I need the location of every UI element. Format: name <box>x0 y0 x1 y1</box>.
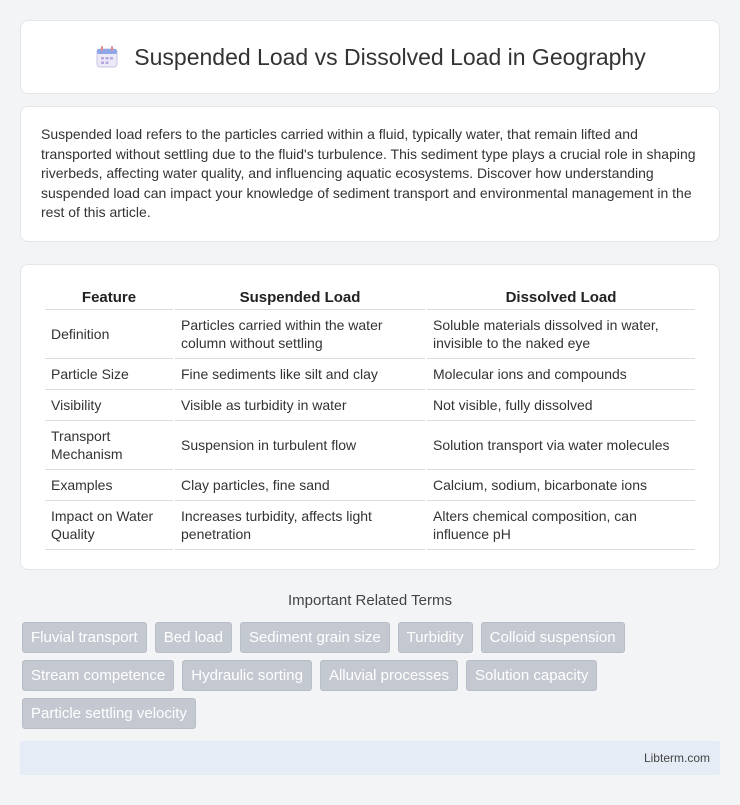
page-title: Suspended Load vs Dissolved Load in Geography <box>134 43 646 70</box>
header-feature: Feature <box>45 285 173 310</box>
table-cell: Fine sediments like silt and clay <box>175 359 425 390</box>
tag-solution-capacity[interactable]: Solution capacity <box>466 660 597 691</box>
tag-fluvial-transport[interactable]: Fluvial transport <box>22 622 147 653</box>
header-dissolved-load: Dissolved Load <box>427 285 695 310</box>
table-row <box>45 359 695 390</box>
table-cell: Suspension in turbulent flow <box>175 421 425 470</box>
comparison-table <box>43 285 697 550</box>
tag-turbidity[interactable]: Turbidity <box>398 622 473 653</box>
table-cell: Soluble materials dissolved in water, invisible to the naked eye <box>427 310 695 359</box>
table-cell: Examples <box>45 470 173 501</box>
table-cell: Alters chemical composition, can influence pH <box>427 501 695 550</box>
calendar-icon <box>94 44 120 70</box>
table-row <box>45 390 695 421</box>
tag-sediment-grain-size[interactable]: Sediment grain size <box>240 622 390 653</box>
table-row <box>45 310 695 359</box>
footer <box>20 741 720 775</box>
tag-alluvial-processes[interactable]: Alluvial processes <box>320 660 458 691</box>
tag-bed-load[interactable]: Bed load <box>155 622 232 653</box>
table-cell: Increases turbidity, affects light penetration <box>175 501 425 550</box>
intro-card <box>20 106 720 242</box>
tag-particle-settling-velocity[interactable]: Particle settling velocity <box>22 698 196 729</box>
comparison-table-card <box>20 264 720 570</box>
table-row <box>45 421 695 470</box>
table-cell: Visible as turbidity in water <box>175 390 425 421</box>
table-cell: Solution transport via water molecules <box>427 421 695 470</box>
table-cell: Molecular ions and compounds <box>427 359 695 390</box>
table-cell: Definition <box>45 310 173 359</box>
tag-colloid-suspension[interactable]: Colloid suspension <box>481 622 625 653</box>
footer-site-link[interactable]: Libterm.com <box>643 751 710 765</box>
table-row <box>45 501 695 550</box>
header-suspended-load: Suspended Load <box>175 285 425 310</box>
table-cell: Calcium, sodium, bicarbonate ions <box>427 470 695 501</box>
related-tags <box>22 622 722 729</box>
table-cell: Transport Mechanism <box>45 421 173 470</box>
table-cell: Particle Size <box>45 359 173 390</box>
table-cell: Particles carried within the water column without settling <box>175 310 425 359</box>
header-card <box>20 20 720 94</box>
tag-stream-competence[interactable]: Stream competence <box>22 660 174 691</box>
intro-text: Suspended load refers to the particles carried within a fluid, typically water, that remain lifted and transported without settling due to the fluid's turbulence. This sediment type plays a crucial role in shaping riverbeds, affecting water quality, and influencing aquatic ecosystems. Discover how understanding suspended load can impact your knowledge of sediment transport and environmental management in the rest of this article. <box>41 126 696 220</box>
table-row <box>45 470 695 501</box>
table-cell: Visibility <box>45 390 173 421</box>
related-terms-title: Important Related Terms <box>288 592 452 609</box>
table-header-row <box>45 285 695 310</box>
table-cell: Impact on Water Quality <box>45 501 173 550</box>
tag-hydraulic-sorting[interactable]: Hydraulic sorting <box>182 660 312 691</box>
table-cell: Not visible, fully dissolved <box>427 390 695 421</box>
title-wrap <box>94 44 645 71</box>
table-cell: Clay particles, fine sand <box>175 470 425 501</box>
